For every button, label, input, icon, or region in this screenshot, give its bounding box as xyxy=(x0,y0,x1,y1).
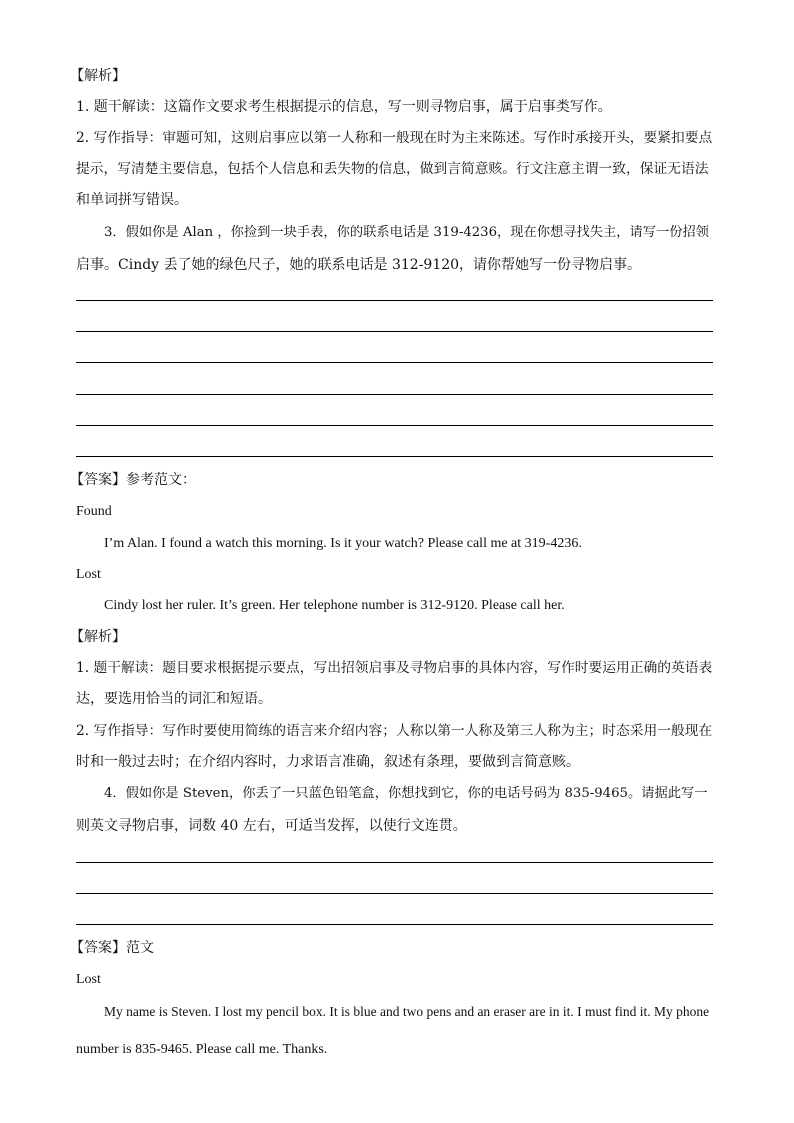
question-3-line-1: 3．假如你是 Alan ，你捡到一块手表，你的联系电话是 319-4236，现在你想寻找失主，请写一份招领 xyxy=(104,225,710,240)
answer-line xyxy=(76,425,713,426)
answer-line xyxy=(76,893,713,894)
analysis-1-point-2-line-3: 和单词拼写错误。 xyxy=(76,192,188,208)
answer-4-text-line-1: My name is Steven. I lost my pencil box. It is blue and two pens and an eraser are in it. I must find it. My phone xyxy=(104,1004,710,1019)
answer-heading-4: 【答案】范文 xyxy=(70,940,154,956)
found-text: I’m Alan. I found a watch this morning. Is it your watch? Please call me at 319-4236. xyxy=(104,536,582,551)
answer-line xyxy=(76,300,713,301)
analysis-1-point-1: 1. 题干解读：这篇作文要求考生根据提示的信息，写一则寻物启事，属于启事类写作。 xyxy=(76,99,612,115)
answer-heading-3: 【答案】参考范文： xyxy=(70,472,196,488)
found-title: Found xyxy=(76,504,112,519)
analysis-1-point-2-line-2: 提示，写清楚主要信息，包括个人信息和丢失物的信息，做到言简意赅。行文注意主谓一致，保证无语法 xyxy=(76,161,709,177)
answer-line xyxy=(76,862,713,863)
analysis-2-point-2-line-1: 2. 写作指导：写作时要使用简练的语言来介绍内容；人称以第一人称及第三人称为主；时态采用一般现在 xyxy=(76,723,713,739)
answer-line xyxy=(76,924,713,925)
analysis-2-point-2-line-2: 时和一般过去时；在介绍内容时，力求语言准确，叙述有条理，要做到言简意赅。 xyxy=(76,754,580,770)
analysis-2-point-1-line-2: 达，要选用恰当的词汇和短语。 xyxy=(76,691,272,707)
question-4-line-1: 4．假如你是 Steven，你丢了一只蓝色铅笔盒，你想找到它，你的电话号码为 835-9465。请据此写一 xyxy=(104,786,708,801)
question-4-line-2: 则英文寻物启事，词数 40 左右，可适当发挥，以使行文连贯。 xyxy=(76,818,467,834)
lost-title-3: Lost xyxy=(76,567,101,582)
answer-4-text-line-2: number is 835-9465. Please call me. Thanks. xyxy=(76,1042,328,1057)
answer-line xyxy=(76,394,713,395)
analysis-heading-2: 【解析】 xyxy=(70,629,126,645)
question-3-line-2: 启事。Cindy 丢了她的绿色尺子，她的联系电话是 312-9120，请你帮她写一份寻物启事。 xyxy=(76,257,642,273)
analysis-heading-1: 【解析】 xyxy=(70,68,126,84)
answer-line xyxy=(76,331,713,332)
analysis-1-point-2-line-1: 2. 写作指导：审题可知，这则启事应以第一人称和一般现在时为主来陈述。写作时承接开头，要紧扣要点 xyxy=(76,130,713,146)
lost-title-4: Lost xyxy=(76,972,101,987)
answer-line xyxy=(76,362,713,363)
analysis-2-point-1-line-1: 1. 题干解读：题目要求根据提示要点，写出招领启事及寻物启事的具体内容，写作时要运用正确的英语表 xyxy=(76,660,713,676)
lost-text-3: Cindy lost her ruler. It’s green. Her telephone number is 312-9120. Please call her. xyxy=(104,598,565,613)
answer-line xyxy=(76,456,713,457)
